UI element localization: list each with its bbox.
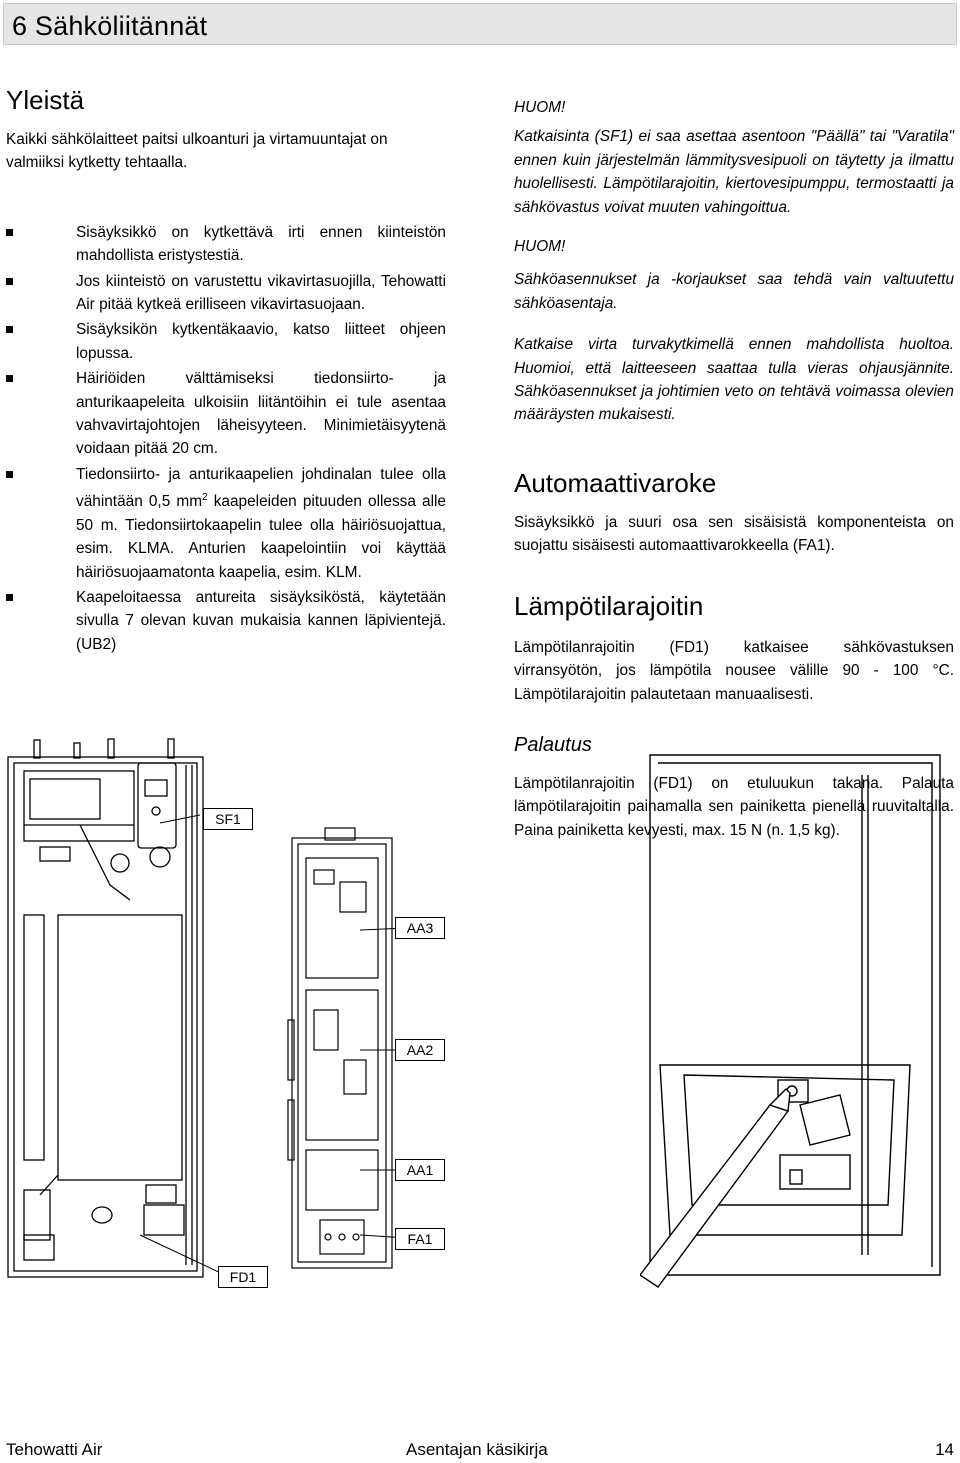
section-heading-circuit-breaker: Automaattivaroke — [514, 467, 717, 498]
list-item: Häiriöiden välttämiseksi tiedonsiirto- ja anturikaapeleita ulkoisiin liitäntöihin ei tule asentaa vahvavirtajohtojen läheisyyteen. Minimietäisyytenä voidaan pitää 20 cm. — [6, 367, 446, 461]
chapter-header-bar — [3, 3, 957, 45]
temperature-limiter-text: Lämpötilanrajoitin (FD1) katkaisee sähkövastuksen virransyötön, jos lämpötila nousee välille 90 - 100 °C. Lämpötilarajoitin palautetaan manuaalisesti. — [514, 638, 954, 703]
right-column — [514, 96, 954, 842]
bullet-icon — [6, 229, 13, 236]
circuit-breaker-text: Sisäyksikkö ja suuri osa sen sisäisistä komponenteista on suojattu sisäisesti automaattivarokkeella (FA1). — [514, 513, 954, 555]
chapter-title: 6 Sähköliitännät — [12, 11, 208, 41]
label-fa1: FA1 — [395, 1228, 445, 1250]
requirements-list — [6, 221, 446, 656]
bullet-icon — [6, 278, 13, 285]
label-aa1: AA1 — [395, 1159, 445, 1181]
bullet-icon — [6, 375, 13, 382]
warning-text: Katkaisinta (SF1) ei saa asettaa asentoon "Päällä" tai "Varatila" ennen kuin järjestelmän lämmitysvesipuoli on täytetty ja ilmattu huolellisesti. Lämpötilarajoitin, kiertovesipumppu, termostaatti ja sähkövastus voivat muuten vahingoittua. — [514, 128, 954, 216]
left-column — [6, 82, 446, 658]
page-number: 14 — [935, 1440, 954, 1459]
bullet-icon — [6, 326, 13, 333]
label-fd1: FD1 — [218, 1266, 268, 1288]
reset-text: Lämpötilanrajoitin (FD1) on etuluukun takana. Palauta lämpötilarajoitin painamalla sen painiketta pienellä ruuvitaltalla. Paina painiketta kevyesti, max. 15 N (n. 1,5 kg). — [514, 774, 954, 839]
bullet-icon — [6, 594, 13, 601]
subheading-reset: Palautus — [514, 733, 592, 756]
warning-text: Sähköasennukset ja -korjaukset saa tehdä vain valtuutettu sähköasentaja. — [514, 271, 954, 312]
note-heading: HUOM! — [514, 99, 566, 116]
footer-manual-title: Asentajan käsikirja — [406, 1440, 548, 1459]
list-item: Jos kiinteistö on varustettu vikavirtasuojilla, Tehowatti Air pitää kytkeä erilliseen vikavirtasuojaan. — [6, 270, 446, 317]
intro-text: Kaikki sähkölaitteet paitsi ulkoanturi ja virtamuuntajat on valmiiksi kytketty tehtaalla. — [6, 131, 388, 172]
list-item: Kaapeloitaessa antureita sisäyksiköstä, käytetään sivulla 7 olevan kuvan mukaisia kannen läpivientejä. (UB2) — [6, 586, 446, 656]
list-item: Tiedonsiirto- ja anturikaapelien johdinalan tulee olla vähintään 0,5 $mm^2$ kaapeleiden pituuden ollessa alle 50 m. Tiedonsiirtokaapelin tulee olla häiriösuojattua, esim. KLMA. Anturien kaapelointiin voi käyttää häiriösuojaamatonta kaapelia, esim. KLM. — [6, 463, 446, 584]
footer-product: Tehowatti Air — [6, 1440, 103, 1459]
limiter-reset-diagram — [640, 735, 950, 1305]
label-sf1: SF1 — [203, 808, 253, 830]
section-heading-general: Yleistä — [6, 85, 85, 115]
note-heading: HUOM! — [514, 238, 566, 256]
section-heading-temperature-limiter: Lämpötilarajoitin — [514, 590, 704, 621]
bullet-icon — [6, 471, 13, 478]
warning-text: Katkaise virta turvakytkimellä ennen mahdollista huoltoa. Huomioi, että laitteeseen saattaa tulla vieras ohjausjännite. Sähköasennukset ja johtimien veto on tehtävä voimassa olevien määräysten mukaisesti. — [514, 336, 954, 424]
label-aa3: AA3 — [395, 917, 445, 939]
list-item: Sisäyksikkö on kytkettävä irti ennen kiinteistön mahdollista eristystestiä. — [6, 221, 446, 268]
label-aa2: AA2 — [395, 1039, 445, 1061]
list-item: Sisäyksikön kytkentäkaavio, katso liitteet ohjeen lopussa. — [6, 318, 446, 365]
